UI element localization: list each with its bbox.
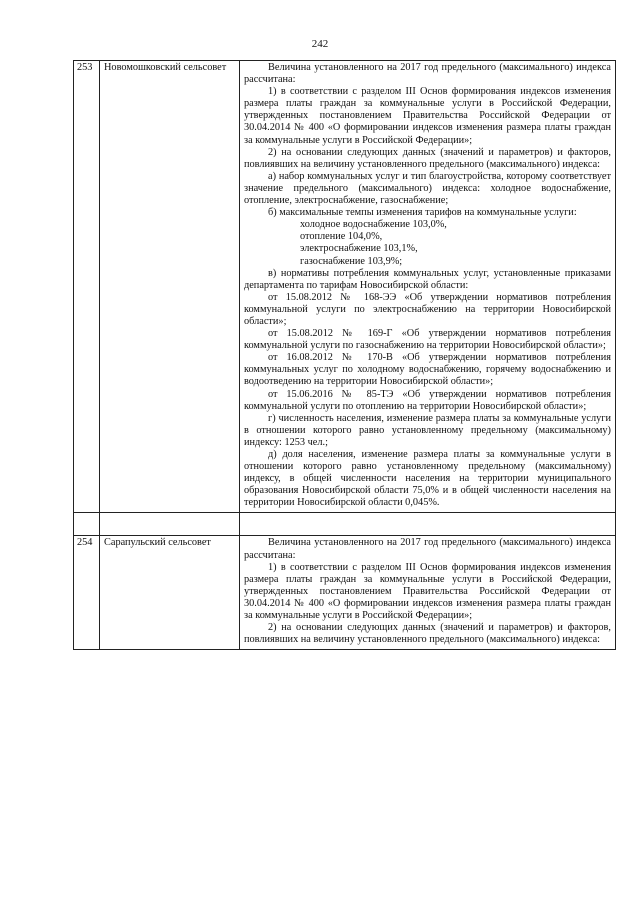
index-description [240,61,616,513]
tariff-item: газоснабжение 103,9%; [300,255,403,267]
paragraph: д) доля населения, изменение размера платы за коммунальные услуги в отношении которого равно установленному предельному (максимальному) индексу, в общей численности населения на территории муниципального образования Новосибирской области 75,0% и в общей численности населения на территории Новосибирской области 0,045%. [244,449,611,509]
paragraph: от 15.08.2012 № 168-ЭЭ «Об утверждении нормативов потребления коммунальной услуги по электроснабжению на территории Новосибирской области»; [244,291,611,327]
paragraph: г) численность населения, изменение размера платы за коммунальные услуги в отношении которого равно установленному предельному (максимальному) индексу: 1253 чел.; [244,412,611,448]
tariff-item: холодное водоснабжение 103,0%, [300,219,447,231]
municipality-index-table [73,60,616,650]
paragraph: 2) на основании следующих данных (значений и параметров) и факторов, повлиявших на величину установленного предельного (максимального) индекса: [244,146,611,170]
municipality-name: Новомошковский сельсовет [100,61,240,513]
tariff-item: электроснабжение 103,1%, [300,243,418,255]
paragraph: 2) на основании следующих данных (значений и параметров) и факторов, повлиявших на величину установленного предельного (максимального) индекса: [244,622,611,646]
index-description [240,536,616,650]
table-row [74,61,616,513]
paragraph: в) нормативы потребления коммунальных услуг, установленные приказами департамента по тарифам Новосибирской области: [244,267,611,291]
table-row [74,536,616,650]
row-number: 253 [74,61,100,513]
paragraph: от 16.08.2012 № 170-В «Об утверждении нормативов потребления коммунальных услуг по холодному водоснабжению, горячему водоснабжению и водоотведению на территории Новосибирской области»; [244,352,611,388]
page-number: 242 [311,38,329,50]
municipality-name: Сарапульский сельсовет [100,536,240,650]
paragraph: Величина установленного на 2017 год предельного (максимального) индекса рассчитана: [244,62,611,86]
row-number: 254 [74,536,100,650]
table-row-spacer [74,513,616,536]
spacer-cell [74,513,100,536]
spacer-cell [100,513,240,536]
paragraph: а) набор коммунальных услуг и тип благоустройства, которому соответствует значение предельного (максимального) индекса: холодное водоснабжение, отопление, электроснабжение, газоснабжение; [244,170,611,207]
tariff-item: отопление 104,0%, [300,231,383,243]
paragraph: от 15.06.2016 № 85-ТЭ «Об утверждении нормативов потребления коммунальной услуги по отоплению на территории Новосибирской области»; [244,388,611,412]
spacer-cell [240,513,616,536]
paragraph: от 15.08.2012 № 169-Г «Об утверждении нормативов потребления коммунальной услуги по газоснабжению на территории Новосибирской области»; [244,328,611,352]
paragraph: 1) в соответствии с разделом III Основ формирования индексов изменения размера платы граждан за коммунальные услуги в Российской Федерации, утвержденных постановлением Правительства Российской Федерации от 30.04.2014 № 400 «О формировании индексов изменения размера платы граждан за коммунальные услуги в Российской Федерации»; [244,561,611,622]
paragraph: 1) в соответствии с разделом III Основ формирования индексов изменения размера платы граждан за коммунальные услуги в Российской Федерации, утвержденных постановлением Правительства Российской Федерации от 30.04.2014 № 400 «О формировании индексов изменения размера платы граждан за коммунальные услуги в Российской Федерации»; [244,86,611,146]
paragraph: Величина установленного на 2017 год предельного (максимального) индекса рассчитана: [244,537,611,561]
paragraph: б) максимальные темпы изменения тарифов на коммунальные услуги: [268,207,577,219]
